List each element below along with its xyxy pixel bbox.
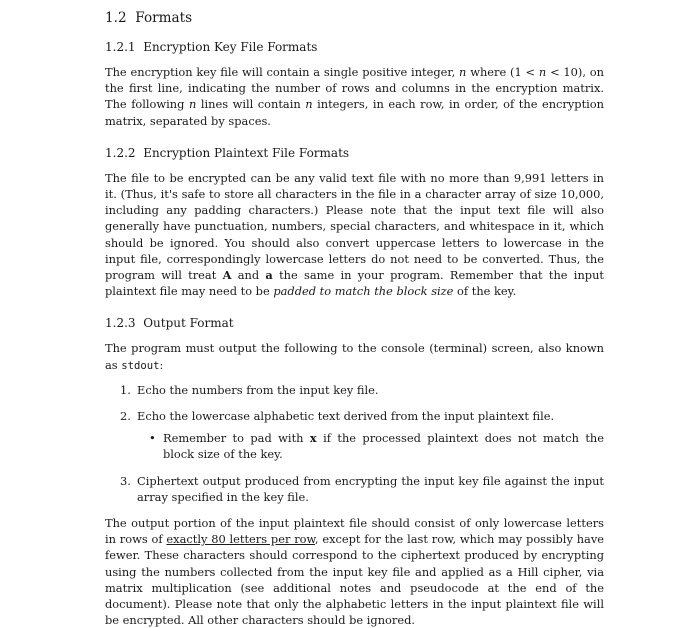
section-title: Formats [135, 10, 193, 26]
subsection-heading-key-format [105, 38, 604, 56]
list-item: 2. Echo the lowercase alphabetic text derived from the input plaintext file. • Remember to pad with x if the processed plaintext does not match the block size of the key. [120, 409, 604, 462]
output-closing-paragraph: The output portion of the input plaintext file should consist of only lowercase letters in rows of exactly 80 letters per row, except for the last row, which may possibly have fewer. These characters should correspond to the ciphertext produced by encrypting using the numbers collected from the input key file and applied as a Hill cipher, via matrix multiplication (see additional notes and pseudocode at the end of the document). Please note that only the alphabetic letters in the input plaintext file will be encrypted. All other characters should be ignored. [105, 516, 604, 628]
subsection-heading-output-format [105, 314, 604, 332]
bullet-icon: • [149, 431, 156, 446]
subsection-number: 1.2.3 [105, 316, 136, 331]
subsection-title: Output Format [143, 316, 234, 331]
subsection-title: Encryption Key File Formats [143, 40, 318, 54]
section-heading [105, 8, 604, 28]
stdout-code: stdout [121, 359, 160, 372]
subsection-heading-plaintext-format [105, 144, 604, 162]
key-format-paragraph: The encryption key file will contain a single positive integer, n where (1 < n < 10), on the first line, indicating the number of rows and columns in the encryption matrix. The following n lines will contain n integers, in each row, in order, of the encryption matrix, separated by spaces. [105, 65, 604, 128]
subsection-title: Encryption Plaintext File Formats [143, 145, 350, 160]
output-steps-list [105, 382, 604, 505]
section-number: 1.2 [105, 10, 127, 26]
sub-bullet-list [137, 430, 604, 462]
list-item: 3. Ciphertext output produced from encrypting the input key file against the input array specified in the key file. [120, 473, 604, 504]
underlined-phrase: exactly 80 letters per row [166, 532, 315, 547]
bullet-item: • Remember to pad with x if the processed plaintext does not match the block size of the key. [149, 431, 604, 462]
subsection-number: 1.2.1 [105, 40, 136, 54]
plaintext-format-paragraph: The file to be encrypted can be any valid text file with no more than 9,991 letters in it. (Thus, it's safe to store all characters in the file in a character array of size 10,000, including any padding characters.) Please note that the input text file will also generally have punctuation, numbers, special characters, and whitespace in it, which should be ignored. You should also convert uppercase letters to lowercase in the input file, correspondingly lowercase letters do not need to be converted. Thus, the program will treat A and a the same in your program. Remember that the input plaintext file may need to be padded to match the block size of the key. [105, 170, 604, 299]
list-item: 1. Echo the numbers from the input key file. [120, 382, 379, 397]
output-intro-paragraph: The program must output the following to the console (terminal) screen, also known as stdout: [105, 341, 604, 372]
subsection-number: 1.2.2 [105, 145, 136, 160]
